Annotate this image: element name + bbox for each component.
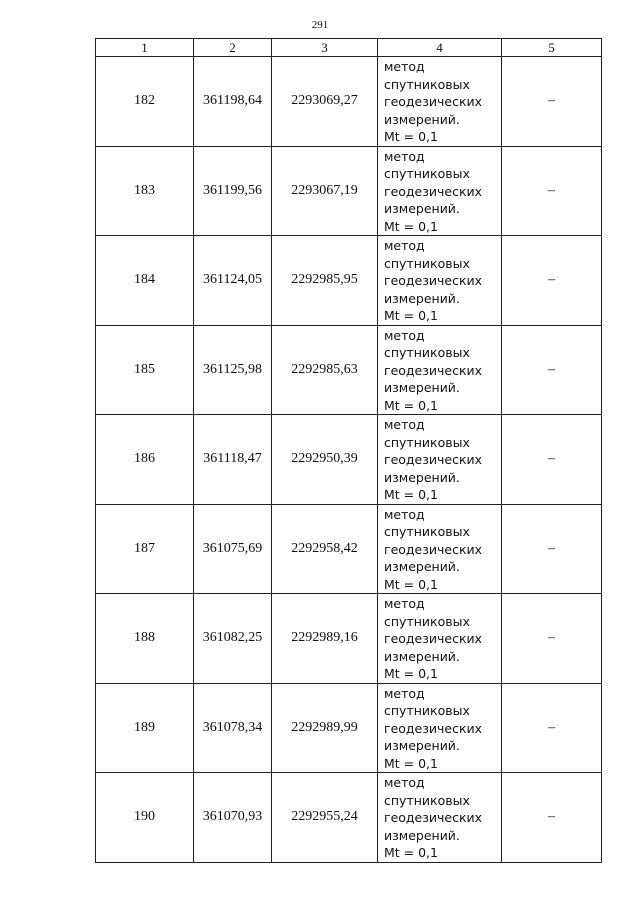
- description-cell: –: [502, 146, 602, 236]
- method-text-line: Mt = 0,1: [384, 755, 438, 771]
- description-cell: –: [502, 594, 602, 684]
- method-text-line: спутниковых: [384, 613, 470, 629]
- y-coordinate-cell: 2292985,63: [272, 325, 378, 415]
- method-text-line: спутниковых: [384, 255, 470, 271]
- method-text-line: метод: [384, 148, 425, 164]
- method-text-line: метод: [384, 327, 425, 343]
- x-coordinate-cell: 361124,05: [194, 236, 272, 326]
- x-coordinate-cell: 361125,98: [194, 325, 272, 415]
- method-text-line: измерений.: [384, 827, 460, 843]
- method-text-line: измерений.: [384, 469, 460, 485]
- method-text-line: геодезических: [384, 810, 483, 825]
- method-text-line: спутниковых: [384, 703, 470, 718]
- point-number-cell: 190: [96, 773, 194, 863]
- method-text-line: метод: [384, 59, 425, 74]
- method-text-line: метод: [384, 685, 425, 701]
- description-cell: –: [502, 773, 602, 863]
- y-coordinate-cell: 2292985,95: [272, 236, 378, 326]
- header-row: [96, 39, 602, 57]
- method-text-line: метод: [384, 417, 425, 432]
- table-row: [96, 146, 602, 236]
- column-header-1: 1: [96, 39, 194, 57]
- method-text-line: Mt = 0,1: [384, 845, 438, 860]
- y-coordinate-cell: 2292989,16: [272, 594, 378, 684]
- method-text-line: геодезических: [384, 631, 483, 646]
- method-text-line: Mt = 0,1: [384, 218, 438, 234]
- point-number-cell: 187: [96, 504, 194, 594]
- table-row: [96, 504, 602, 594]
- point-number-cell: 186: [96, 415, 194, 505]
- y-coordinate-cell: 2292989,99: [272, 683, 378, 773]
- description-cell: –: [502, 683, 602, 773]
- method-text-line: измерений.: [384, 648, 460, 664]
- y-coordinate-cell: 2293069,27: [272, 57, 378, 147]
- method-cell: [378, 415, 502, 505]
- method-text-line: измерений.: [384, 111, 460, 127]
- method-text-line: геодезических: [384, 720, 483, 736]
- method-text-line: спутниковых: [384, 434, 470, 450]
- method-cell: [378, 594, 502, 684]
- column-header-4: 4: [378, 39, 502, 57]
- method-text-line: спутниковых: [384, 524, 470, 539]
- y-coordinate-cell: 2292958,42: [272, 504, 378, 594]
- method-text-line: спутниковых: [384, 792, 470, 808]
- description-cell: –: [502, 415, 602, 505]
- table-row: [96, 683, 602, 773]
- description-cell: –: [502, 325, 602, 415]
- y-coordinate-cell: 2292955,24: [272, 773, 378, 863]
- x-coordinate-cell: 361082,25: [194, 594, 272, 684]
- method-text-line: геодезических: [384, 273, 483, 288]
- x-coordinate-cell: 361070,93: [194, 773, 272, 863]
- y-coordinate-cell: 2293067,19: [272, 146, 378, 236]
- method-text-line: метод: [384, 775, 425, 790]
- description-cell: –: [502, 236, 602, 326]
- x-coordinate-cell: 361118,47: [194, 415, 272, 505]
- method-text-line: геодезических: [384, 541, 483, 557]
- y-coordinate-cell: 2292950,39: [272, 415, 378, 505]
- method-text-line: геодезических: [384, 362, 483, 378]
- method-cell: [378, 146, 502, 236]
- method-text-line: метод: [384, 596, 425, 611]
- method-text-line: геодезических: [384, 94, 483, 109]
- x-coordinate-cell: 361078,34: [194, 683, 272, 773]
- column-header-2: 2: [194, 39, 272, 57]
- x-coordinate-cell: 361198,64: [194, 57, 272, 147]
- table-row: [96, 57, 602, 147]
- point-number-cell: 185: [96, 325, 194, 415]
- coordinates-table: [95, 38, 602, 863]
- method-text-line: измерений.: [384, 559, 460, 574]
- table-row: [96, 415, 602, 505]
- method-text-line: геодезических: [384, 183, 483, 199]
- method-cell: [378, 325, 502, 415]
- method-text-line: спутниковых: [384, 345, 470, 360]
- point-number-cell: 189: [96, 683, 194, 773]
- table-row: [96, 325, 602, 415]
- method-text-line: метод: [384, 506, 425, 522]
- method-text-line: Mt = 0,1: [384, 666, 438, 681]
- method-cell: [378, 504, 502, 594]
- table-row: [96, 594, 602, 684]
- table-row: [96, 236, 602, 326]
- method-text-line: Mt = 0,1: [384, 308, 438, 323]
- method-text-line: измерений.: [384, 201, 460, 216]
- method-text-line: измерений.: [384, 738, 460, 753]
- point-number-cell: 184: [96, 236, 194, 326]
- method-text-line: Mt = 0,1: [384, 397, 438, 413]
- x-coordinate-cell: 361199,56: [194, 146, 272, 236]
- method-cell: [378, 773, 502, 863]
- method-text-line: измерений.: [384, 290, 460, 306]
- method-text-line: Mt = 0,1: [384, 129, 438, 144]
- column-header-5: 5: [502, 39, 602, 57]
- method-text-line: спутниковых: [384, 166, 470, 181]
- page-number: 291: [311, 19, 329, 31]
- x-coordinate-cell: 361075,69: [194, 504, 272, 594]
- method-text-line: метод: [384, 238, 425, 253]
- method-text-line: спутниковых: [384, 76, 470, 92]
- method-text-line: измерений.: [384, 380, 460, 395]
- point-number-cell: 182: [96, 57, 194, 147]
- description-cell: –: [502, 504, 602, 594]
- point-number-cell: 188: [96, 594, 194, 684]
- point-number-cell: 183: [96, 146, 194, 236]
- method-text-line: геодезических: [384, 452, 483, 467]
- method-cell: [378, 57, 502, 147]
- description-cell: –: [502, 57, 602, 147]
- table-body: [96, 57, 602, 863]
- method-cell: [378, 236, 502, 326]
- table-row: [96, 773, 602, 863]
- method-text-line: Mt = 0,1: [384, 576, 438, 592]
- column-header-3: 3: [272, 39, 378, 57]
- method-text-line: Mt = 0,1: [384, 487, 438, 502]
- method-cell: [378, 683, 502, 773]
